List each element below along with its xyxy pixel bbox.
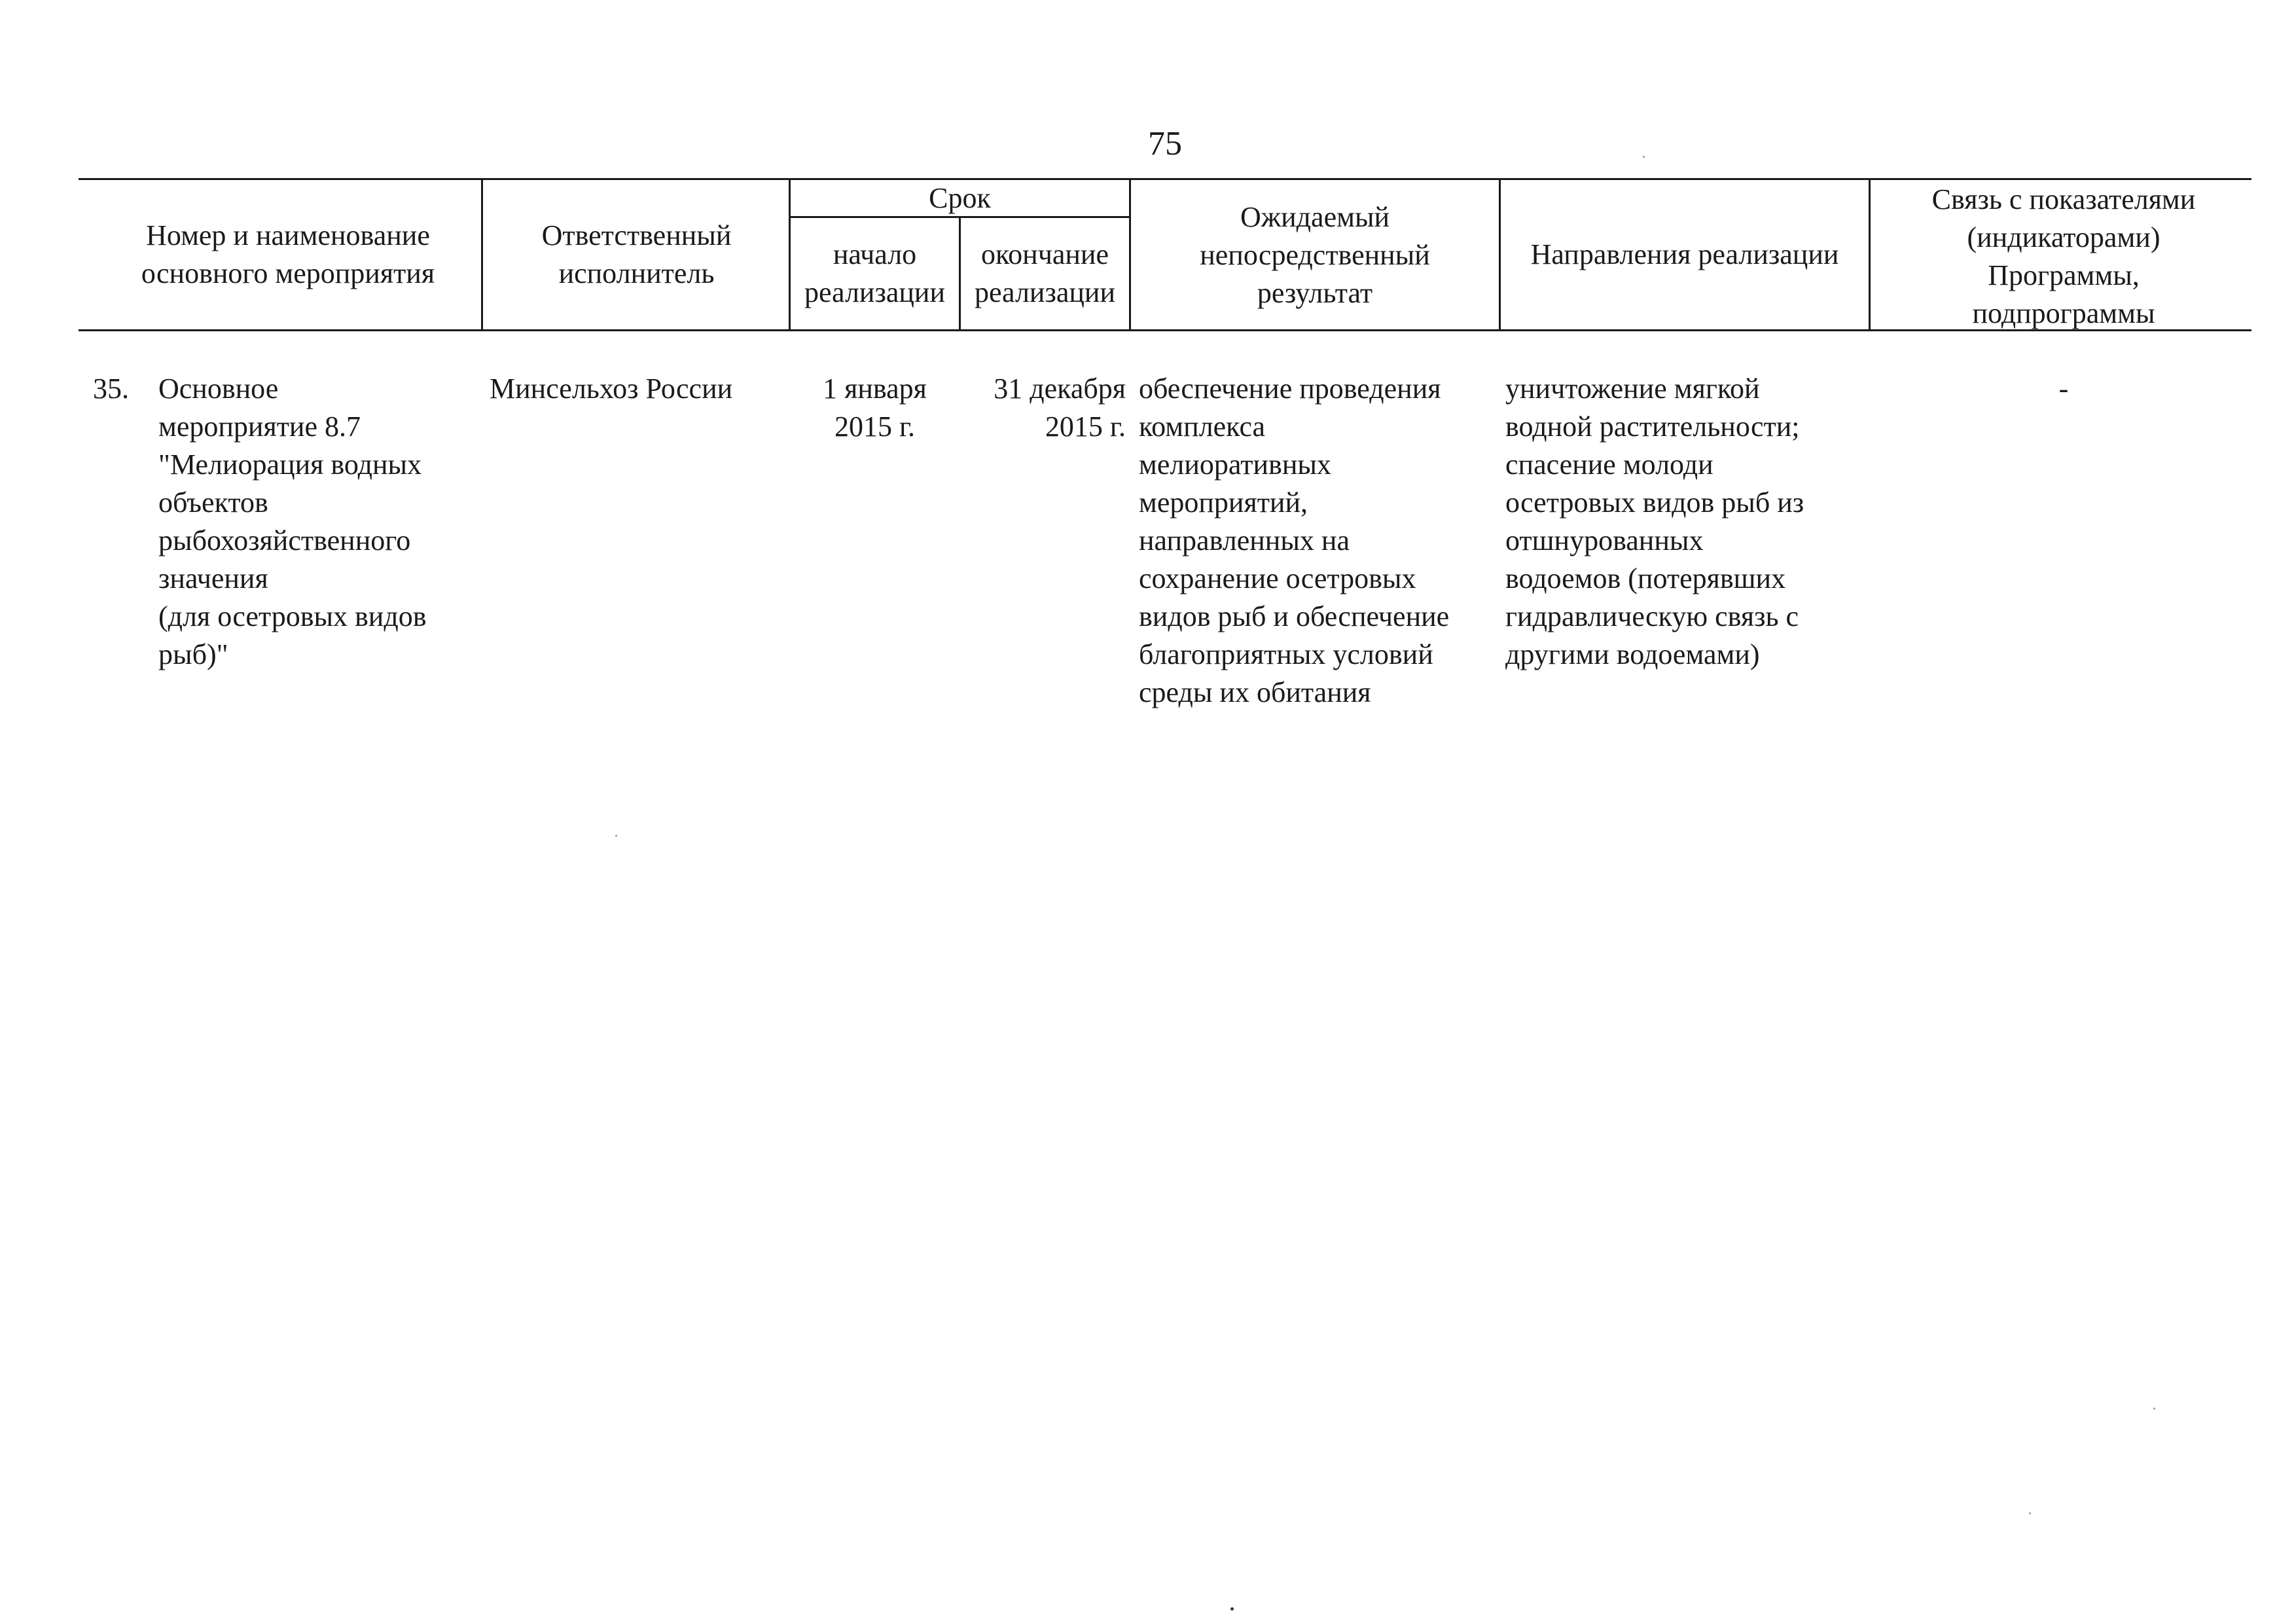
row-measure-name: Основное мероприятие 8.7 "Мелиорация водных объектов рыбохозяйственного значения (для осетровых видов рыб)" [158, 373, 427, 670]
scan-speck [615, 835, 617, 837]
header-executor: Ответственный исполнитель [541, 219, 732, 289]
row-number: 35. [93, 373, 129, 405]
page-number: 75 [1148, 125, 1182, 162]
row-executor: Минсельхоз России [490, 373, 733, 405]
row-indicators: - [2058, 373, 2069, 405]
scan-speck [1643, 156, 1645, 158]
scan-speck [2153, 1408, 2155, 1410]
header-directions: Направления реализации [1530, 238, 1839, 270]
row-directions: уничтожение мягкой водной растительности; спасение молоди осетровых видов рыб из отшнурованных водоемов (потерявших гидравлическую связь с другими водоемами) [1505, 373, 1804, 670]
header-srok: Срок [929, 182, 991, 214]
row-start-date: 1 января 2015 г. [823, 373, 927, 443]
header-expected-result: Ожидаемый непосредственный результат [1200, 201, 1430, 309]
scan-speck [1230, 1607, 1234, 1611]
scan-speck [2029, 1512, 2031, 1514]
row-end-date: 31 декабря 2015 г. [994, 373, 1126, 443]
header-indicators: Связь с показателями (индикаторами) Программы, подпрограммы [1931, 183, 2196, 329]
header-start: начало реализации [804, 238, 946, 308]
header-divider-1 [481, 178, 483, 331]
header-number-name: Номер и наименование основного мероприятия [141, 219, 435, 289]
header-end: окончание реализации [974, 238, 1116, 308]
table-top-border [79, 178, 2251, 180]
row-expected-result: обеспечение проведения комплекса мелиоративных мероприятий, направленных на сохранение осетровых видов рыб и обеспечение благоприятных условий среды их обитания [1139, 373, 1450, 708]
